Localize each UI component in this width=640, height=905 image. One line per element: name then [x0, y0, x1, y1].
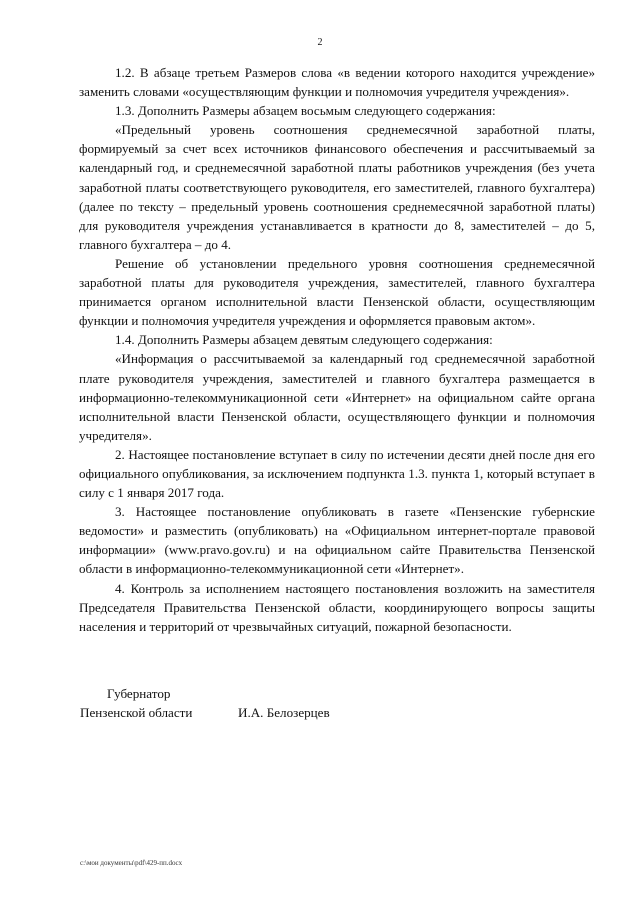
paragraph-1-3-decision: Решение об установлении предельного уровня соотношения среднемесячной заработной платы для руководителя учреждения, заместителей, главного бухгалтера принимается органом исполнительной власти Пензенской области, осуществляющим функции и полномочия учредителя учреждения и оформляется правовым актом».	[79, 255, 595, 329]
paragraph-3: 3. Настоящее постановление опубликовать в газете «Пензенские губернские ведомости» и разместить (опубликовать) на «Официальном интернет-портале правовой информации» (www.pravo.gov.ru) и на официальном сайте Правительства Пензенской области в информационно-телекоммуникационной сети «Интернет».	[79, 504, 595, 577]
page-number: 2	[317, 37, 323, 48]
signature-title-line2: Пензенской области	[80, 705, 193, 720]
footer-file-path: c:\мои документы\pdf\429-пп.docx	[80, 859, 183, 867]
signature-name: И.А. Белозерцев	[238, 705, 330, 720]
paragraph-1-3-quote: «Предельный уровень соотношения среднемесячной заработной платы, формируемый за счет всех источников финансового обеспечения и рассчитываемый за календарный год, и среднемесячной заработной платы работников учреждения (без учета заработной платы соответствующего руководителя, его заместителей, главного бухгалтера) (далее по тексту – предельный уровень соотношения среднемесячной заработной платы) для руководителя учреждения устанавливается в кратности до 8, заместителей – до 5, главного бухгалтера – до 4.	[79, 122, 595, 252]
paragraph-1-3: 1.3. Дополнить Размеры абзацем восьмым следующего содержания:	[115, 103, 496, 119]
paragraph-1-4-quote: «Информация о рассчитываемой за календарный год среднемесячной заработной плате руководителя учреждения, заместителей и главного бухгалтера размещается в информационно-телекоммуникационной сети «Интернет» на официальном сайте органа исполнительной власти Пензенской области, осуществляющего функции и полномочия учредителя».	[79, 351, 595, 443]
paragraph-1-4: 1.4. Дополнить Размеры абзацем девятым следующего содержания:	[115, 332, 493, 348]
paragraph-1-2: 1.2. В абзаце третьем Размеров слова «в ведении которого находится учреждение» заменить словами «осуществляющим функции и полномочия учредителя учреждения».	[79, 65, 595, 100]
paragraph-2: 2. Настоящее постановление вступает в силу по истечении десяти дней после дня его официального опубликования, за исключением подпункта 1.3. пункта 1, который вступает в силу с 1 января 2017 года.	[79, 446, 595, 501]
signature-title-line1: Губернатор	[107, 686, 171, 701]
paragraph-4: 4. Контроль за исполнением настоящего постановления возложить на заместителя Председателя Правительства Пензенской области, координирующего вопросы защиты населения и территорий от чрезвычайных ситуаций, пожарной безопасности.	[79, 580, 595, 634]
document-body	[79, 63, 595, 636]
